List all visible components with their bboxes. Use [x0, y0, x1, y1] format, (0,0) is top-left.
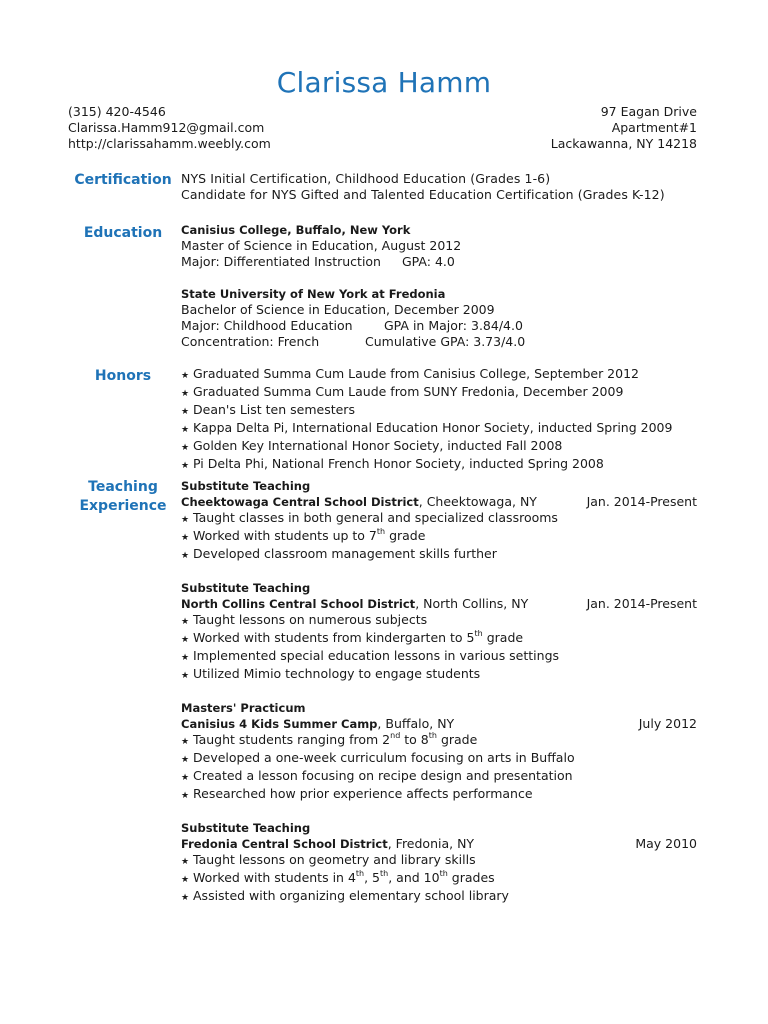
phone-number: (315) 420-4546: [68, 104, 166, 119]
honor-item: ★ Kappa Delta Pi, International Education Honor Society, inducted Spring 2009: [181, 420, 697, 438]
job-bullet: ★ Developed classroom management skills further: [181, 546, 697, 564]
star-bullet-icon: ★: [181, 443, 190, 453]
job-title: Substitute Teaching: [181, 581, 311, 595]
star-bullet-icon: ★: [181, 371, 190, 381]
job-location: , Buffalo, NY: [377, 716, 455, 731]
star-bullet-icon: ★: [181, 617, 190, 627]
job-bullet: ★ Worked with students in 4th, 5th, and 10th grades: [181, 870, 697, 888]
apartment-line: Apartment#1: [611, 120, 697, 135]
school-name: State University of New York at Fredonia: [181, 287, 446, 301]
job-org-line: [181, 494, 697, 510]
resume-name: Clarissa Hamm: [276, 66, 492, 99]
job-bullet: ★ Worked with students from kindergarten to 5th grade: [181, 630, 697, 648]
email-address: Clarissa.Hamm912@gmail.com: [68, 120, 265, 135]
star-bullet-icon: ★: [181, 389, 190, 399]
job-date: Jan. 2014-Present: [586, 596, 697, 611]
job-org-line: [181, 596, 697, 612]
contact-left: [68, 104, 271, 152]
star-bullet-icon: ★: [181, 515, 190, 525]
job-bullet: ★ Worked with students up to 7th grade: [181, 528, 697, 546]
major-text: Major: Differentiated Instruction: [181, 254, 381, 269]
honor-item: ★ Graduated Summa Cum Laude from SUNY Fredonia, December 2009: [181, 384, 697, 402]
section-heading-honors: Honors: [94, 368, 152, 384]
job-org: Cheektowaga Central School District: [181, 495, 419, 509]
star-bullet-icon: ★: [181, 551, 190, 561]
job-bullet: ★ Developed a one-week curriculum focusing on arts in Buffalo: [181, 750, 697, 768]
job-org-line: [181, 716, 697, 732]
honor-item: ★ Dean's List ten semesters: [181, 402, 697, 420]
concentration-line: [181, 334, 697, 350]
job-bullet: ★ Utilized Mimio technology to engage students: [181, 666, 697, 684]
honor-item: ★ Pi Delta Phi, National French Honor Society, inducted Spring 2008: [181, 456, 697, 474]
gpa-text: GPA in Major: 3.84/4.0: [384, 318, 523, 333]
job-date: Jan. 2014-Present: [586, 494, 697, 509]
job-location: , North Collins, NY: [415, 596, 529, 611]
star-bullet-icon: ★: [181, 737, 190, 747]
job-title: Substitute Teaching: [181, 821, 311, 835]
honor-item: ★ Golden Key International Honor Society, inducted Fall 2008: [181, 438, 697, 456]
star-bullet-icon: ★: [181, 653, 190, 663]
job-bullet: ★ Assisted with organizing elementary school library: [181, 888, 697, 906]
certification-section: [181, 171, 697, 203]
job-org: Canisius 4 Kids Summer Camp: [181, 717, 378, 731]
job-title: Substitute Teaching: [181, 479, 311, 493]
star-bullet-icon: ★: [181, 533, 190, 543]
degree-line: Bachelor of Science in Education, December 2009: [181, 302, 495, 317]
star-bullet-icon: ★: [181, 893, 190, 903]
section-heading-certification: Certification: [74, 172, 172, 188]
gpa-text: GPA: 4.0: [402, 254, 455, 269]
star-bullet-icon: ★: [181, 635, 190, 645]
star-bullet-icon: ★: [181, 791, 190, 801]
major-line: [181, 318, 697, 334]
street-address: 97 Eagan Drive: [600, 104, 697, 119]
job-org-line: [181, 836, 697, 852]
job-bullet: ★ Implemented special education lessons in various settings: [181, 648, 697, 666]
job-bullet: ★ Taught lessons on numerous subjects: [181, 612, 697, 630]
star-bullet-icon: ★: [181, 407, 190, 417]
job-org: Fredonia Central School District: [181, 837, 388, 851]
degree-line: Master of Science in Education, August 2012: [181, 238, 462, 253]
star-bullet-icon: ★: [181, 461, 190, 471]
star-bullet-icon: ★: [181, 857, 190, 867]
cumulative-gpa-text: Cumulative GPA: 3.73/4.0: [365, 334, 526, 349]
star-bullet-icon: ★: [181, 773, 190, 783]
teaching-section: [181, 478, 697, 906]
job-title: Masters' Practicum: [181, 701, 306, 715]
job-bullet: ★ Created a lesson focusing on recipe design and presentation: [181, 768, 697, 786]
job-date: May 2010: [635, 836, 697, 851]
job-bullet: ★ Taught lessons on geometry and library skills: [181, 852, 697, 870]
job-location: , Cheektowaga, NY: [418, 494, 537, 509]
honors-section: [181, 366, 697, 474]
star-bullet-icon: ★: [181, 425, 190, 435]
job-date: July 2012: [638, 716, 697, 731]
job-bullet: ★ Taught students ranging from 2nd to 8th grade: [181, 732, 697, 750]
city-state-zip: Lackawanna, NY 14218: [550, 136, 697, 151]
major-text: Major: Childhood Education: [181, 318, 353, 333]
website-url: http://clarissahamm.weebly.com: [68, 136, 271, 151]
job-location: , Fredonia, NY: [387, 836, 475, 851]
certification-line: Candidate for NYS Gifted and Talented Education Certification (Grades K-12): [181, 187, 665, 202]
certification-line: NYS Initial Certification, Childhood Education (Grades 1-6): [181, 171, 551, 186]
concentration-text: Concentration: French: [181, 334, 320, 349]
job-bullet: ★ Taught classes in both general and specialized classrooms: [181, 510, 697, 528]
honor-item: ★ Graduated Summa Cum Laude from Canisius College, September 2012: [181, 366, 697, 384]
job-bullet: ★ Researched how prior experience affects performance: [181, 786, 697, 804]
section-heading-teaching-experience: Teaching Experience: [79, 479, 167, 514]
school-name: Canisius College, Buffalo, New York: [181, 223, 411, 237]
star-bullet-icon: ★: [181, 875, 190, 885]
job-org: North Collins Central School District: [181, 597, 416, 611]
contact-right: [551, 104, 697, 152]
major-line: [181, 254, 697, 270]
education-section: [181, 222, 697, 350]
star-bullet-icon: ★: [181, 755, 190, 765]
star-bullet-icon: ★: [181, 671, 190, 681]
section-heading-education: Education: [83, 225, 163, 241]
